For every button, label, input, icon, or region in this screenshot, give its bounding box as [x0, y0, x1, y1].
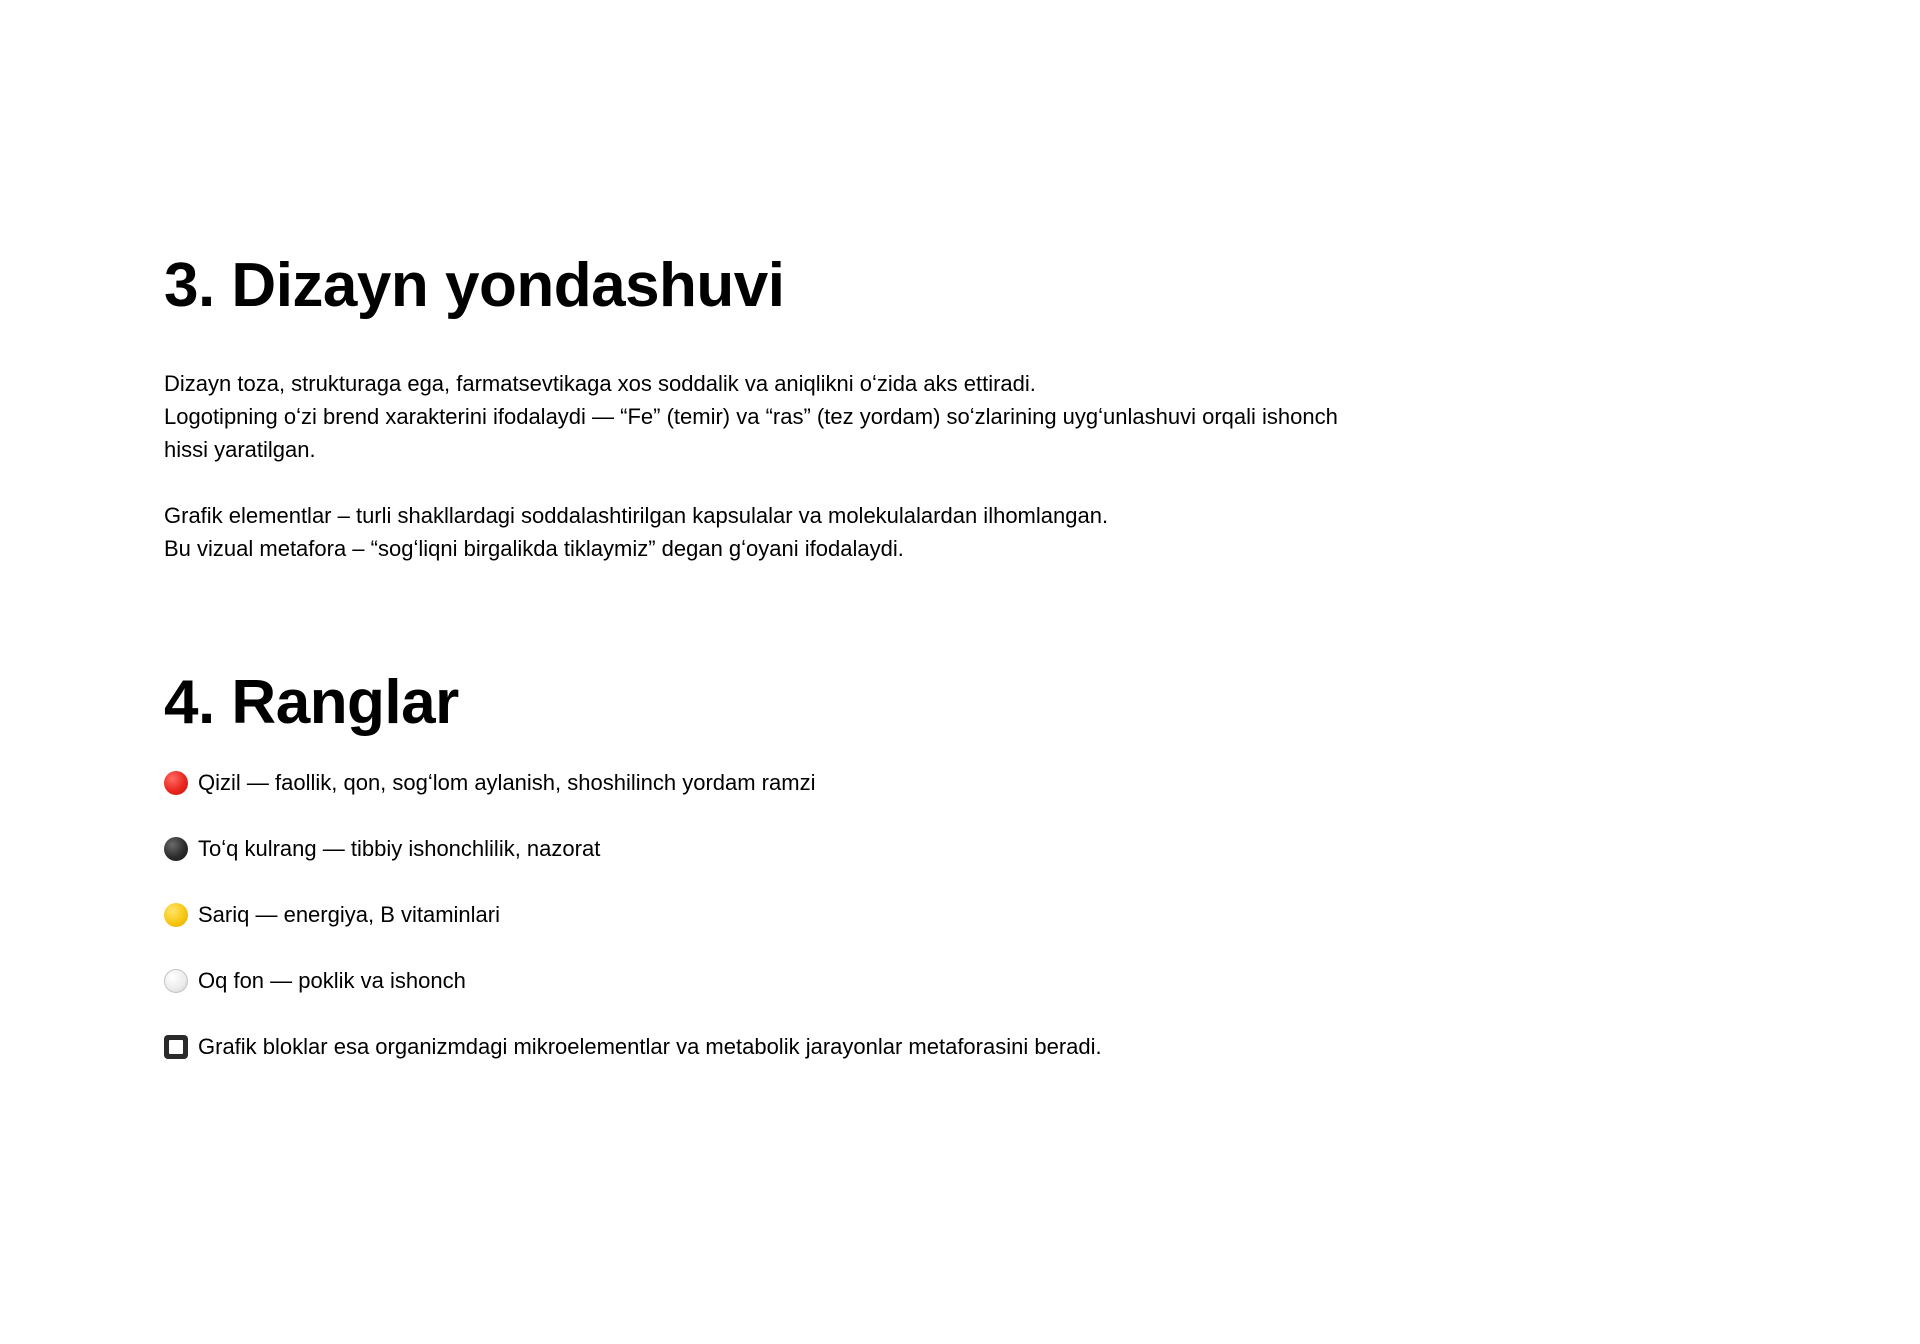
text-line: hissi yaratilgan. [164, 437, 316, 462]
color-item-graphic-blocks [164, 1030, 1464, 1063]
color-item-dark-gray [164, 832, 1464, 865]
design-paragraph-1 [164, 367, 1464, 466]
color-list [164, 766, 1464, 1063]
red-circle-icon [164, 771, 188, 795]
text-line: Logotipning oʻzi brend xarakterini ifodalaydi — “Fe” (temir) va “ras” (tez yordam) soʻzlarining uygʻunlashuvi orqali ishonch [164, 404, 1338, 429]
color-item-yellow [164, 898, 1464, 931]
design-approach-section [164, 248, 1464, 565]
design-paragraph-2 [164, 499, 1464, 565]
color-item-text: Toʻq kulrang — tibbiy ishonchlilik, nazorat [198, 836, 601, 861]
color-item-text: Oq fon — poklik va ishonch [198, 968, 466, 993]
colors-section [164, 665, 1464, 1096]
white-circle-icon [164, 969, 188, 993]
color-item-text: Qizil — faollik, qon, sogʻlom aylanish, shoshilinch yordam ramzi [198, 770, 816, 795]
black-circle-icon [164, 837, 188, 861]
design-approach-heading: 3. Dizayn yondashuvi [164, 251, 785, 320]
color-item-text: Sariq — energiya, B vitaminlari [198, 902, 501, 927]
square-button-icon [164, 1035, 188, 1059]
text-line: Bu vizual metafora – “sogʻliqni birgalikda tiklaymiz” degan gʻoyani ifodalaydi. [164, 536, 904, 561]
colors-heading: 4. Ranglar [164, 668, 459, 737]
color-item-text: Grafik bloklar esa organizmdagi mikroelementlar va metabolik jarayonlar metaforasini beradi. [198, 1034, 1102, 1059]
color-item-white [164, 964, 1464, 997]
color-item-red [164, 766, 1464, 799]
yellow-circle-icon [164, 903, 188, 927]
text-line: Grafik elementlar – turli shakllardagi soddalashtirilgan kapsulalar va molekulalardan ilhomlangan. [164, 503, 1109, 528]
text-line: Dizayn toza, strukturaga ega, farmatsevtikaga xos soddalik va aniqlikni oʻzida aks ettiradi. [164, 371, 1036, 396]
